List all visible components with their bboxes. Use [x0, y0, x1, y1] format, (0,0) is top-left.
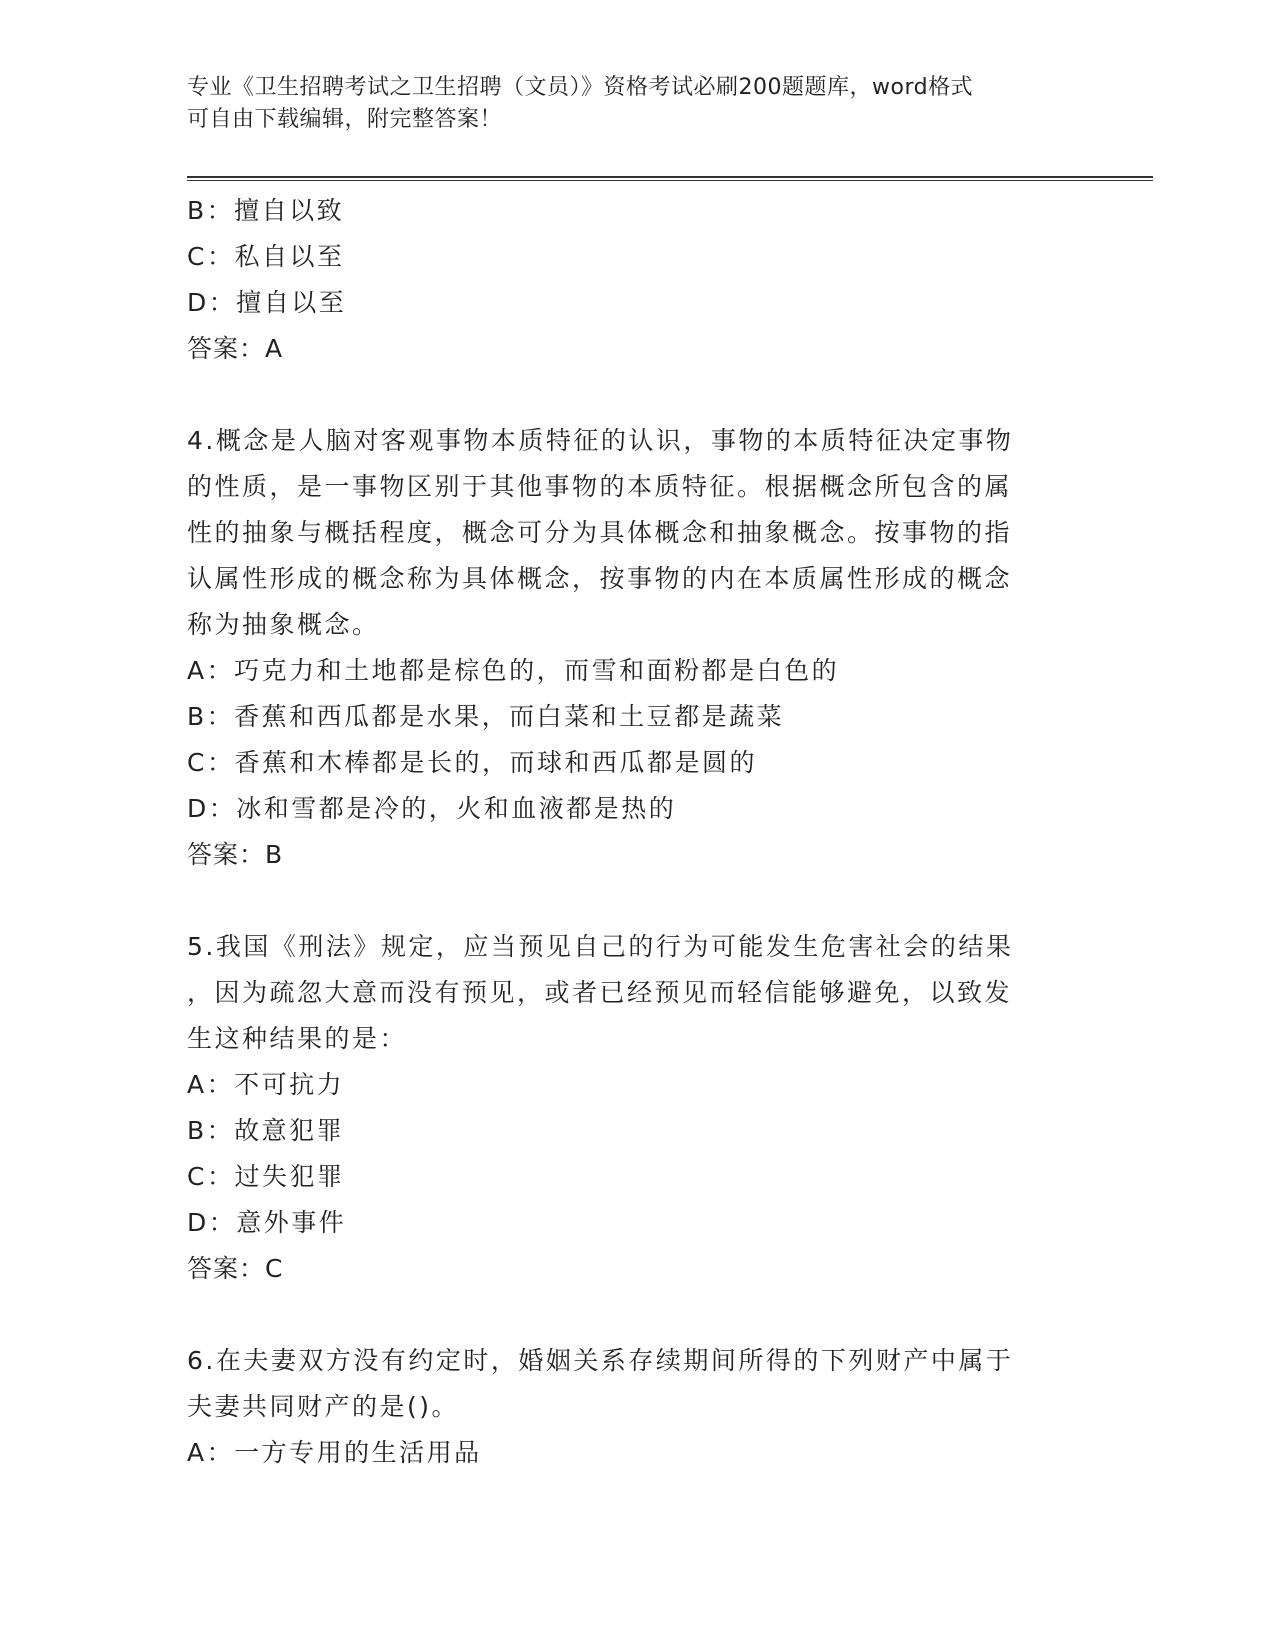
option-d: D：冰和雪都是冷的，火和血液都是热的	[187, 794, 677, 823]
option-b: B：香蕉和西瓜都是水果，而白菜和土豆都是蔬菜	[187, 702, 785, 731]
question-stem-line: 5.我国《刑法》规定，应当预见自己的行为可能发生危害社会的结果	[187, 932, 1014, 961]
question-stem-line: 夫妻共同财产的是()。	[187, 1392, 460, 1421]
option-b: B：故意犯罪	[187, 1116, 345, 1145]
question-stem-line: 性的抽象与概括程度，概念可分为具体概念和抽象概念。按事物的指	[187, 518, 1013, 547]
option-c: C：过失犯罪	[187, 1162, 345, 1191]
option-a: A：不可抗力	[187, 1070, 345, 1099]
answer-line: 答案：C	[187, 1254, 284, 1283]
option-b: B：擅自以致	[187, 196, 345, 225]
question-3-tail	[187, 188, 1067, 372]
answer-line: 答案：A	[187, 334, 284, 363]
question-stem-line: 称为抽象概念。	[187, 610, 380, 639]
question-5	[187, 924, 1067, 1292]
question-6	[187, 1338, 1067, 1476]
option-d: D：擅自以至	[187, 288, 347, 317]
answer-line: 答案：B	[187, 840, 284, 869]
question-4	[187, 418, 1067, 878]
question-stem-line: 认属性形成的概念称为具体概念，按事物的内在本质属性形成的概念	[187, 564, 1013, 593]
option-d: D：意外事件	[187, 1208, 347, 1237]
header-divider	[187, 176, 1153, 181]
header-title-line-1: 专业《卫生招聘考试之卫生招聘（文员）》资格考试必刷200题题库，word格式	[187, 75, 974, 100]
option-c: C：私自以至	[187, 242, 345, 271]
option-a: A：巧克力和土地都是棕色的，而雪和面粉都是白色的	[187, 656, 840, 685]
question-stem-line: 生这种结果的是：	[187, 1024, 408, 1053]
option-c: C：香蕉和木棒都是长的，而球和西瓜都是圆的	[187, 748, 757, 777]
question-spacer	[187, 1292, 1067, 1338]
question-stem-line: 6.在夫妻双方没有约定时，婚姻关系存续期间所得的下列财产中属于	[187, 1346, 1014, 1375]
question-stem-line: ，因为疏忽大意而没有预见，或者已经预见而轻信能够避免，以致发	[187, 978, 1013, 1007]
question-spacer	[187, 878, 1067, 924]
question-spacer	[187, 372, 1067, 418]
question-content	[187, 188, 1067, 1476]
option-a: A：一方专用的生活用品	[187, 1438, 482, 1467]
question-stem-line: 4.概念是人脑对客观事物本质特征的认识，事物的本质特征决定事物	[187, 426, 1014, 455]
header-title-line-2: 可自由下载编辑，附完整答案！	[187, 107, 503, 132]
document-header	[187, 72, 1067, 136]
question-stem-line: 的性质，是一事物区别于其他事物的本质特征。根据概念所包含的属	[187, 472, 1013, 501]
